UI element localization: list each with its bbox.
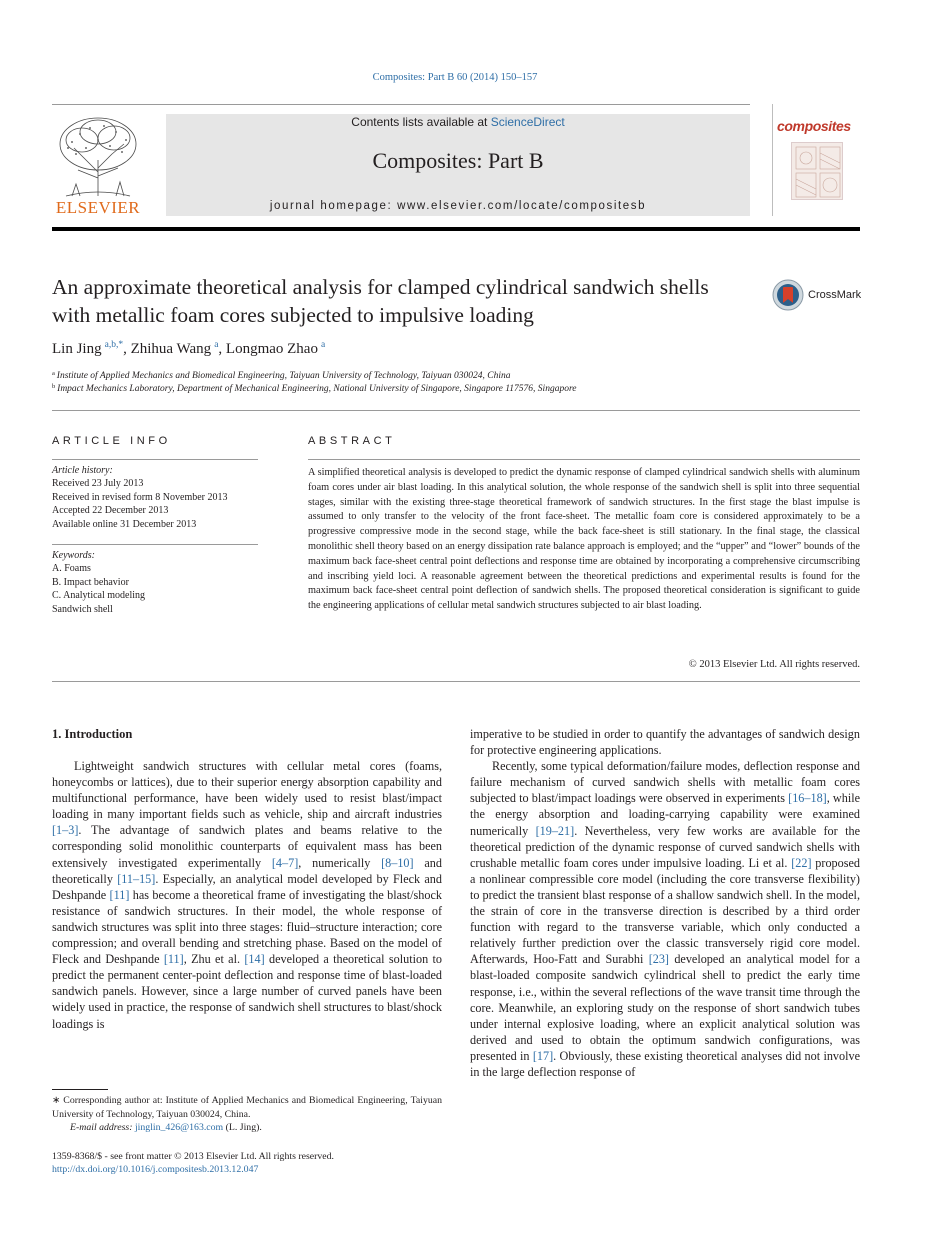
journal-homepage-link[interactable]: journal homepage: www.elsevier.com/locate/compositesb bbox=[269, 200, 647, 212]
email-line bbox=[52, 1121, 442, 1135]
paragraph-text: . Obviously, these existing theoretical analyses did not involve in the large deflection response of bbox=[470, 1048, 860, 1079]
paragraph-text: has become a theoretical frame of investigating the blast/shock resistance of sandwich structures. In their model, the whole response of sandwich structures was split into three stages: fluid–structure interaction; core compression; and overall bending and stretching phase. Based on the model of Fleck and Deshpande bbox=[52, 887, 442, 967]
abstract-heading: ABSTRACT bbox=[308, 435, 396, 447]
author-name[interactable]: Zhihua Wang bbox=[130, 341, 212, 357]
citation-link[interactable]: [1–3] bbox=[52, 823, 79, 838]
keyword-item: Sandwich shell bbox=[52, 603, 113, 615]
left-body-column bbox=[52, 758, 442, 1032]
journal-name: Composites: Part B bbox=[372, 148, 544, 173]
author-affiliation-mark[interactable]: a,b,* bbox=[104, 340, 124, 350]
keywords-rule bbox=[52, 544, 258, 545]
citation-link[interactable]: [17] bbox=[532, 1048, 554, 1063]
author-affiliation-mark[interactable]: a bbox=[214, 340, 219, 350]
citation-link[interactable]: [14] bbox=[244, 952, 265, 967]
doi-link[interactable]: http://dx.doi.org/10.1016/j.compositesb.2013.12.047 bbox=[52, 1164, 259, 1176]
abstract-rule bbox=[308, 459, 860, 460]
email-suffix: (L. Jing). bbox=[223, 1122, 262, 1134]
article-info-rule bbox=[52, 459, 258, 460]
cover-artwork bbox=[791, 142, 843, 200]
history-item: Received 23 July 2013 bbox=[52, 478, 144, 490]
paragraph-text: Lightweight sandwich structures with cellular metal cores (foams, honeycombs or lattices), due to their superior energy absorption capability and multifunctional performance, have been widely used to resist blast/impact loading in many important fields such as vehicle, ship and aircraft industries bbox=[52, 759, 442, 822]
paragraph-text: . The advantage of sandwich plates and beams relative to the corresponding solid monolithic counterparts of equivalent mass has been extensively investigated experimentally bbox=[52, 823, 442, 870]
citation-link[interactable]: [4–7] bbox=[271, 855, 299, 870]
article-history-label: Article history: bbox=[52, 465, 113, 476]
citation-link[interactable]: [8–10] bbox=[381, 855, 414, 870]
author-name[interactable]: Longmao Zhao bbox=[225, 341, 318, 357]
affiliation bbox=[52, 383, 577, 394]
paragraph-text: , Zhu et al. bbox=[183, 952, 245, 967]
affiliation-mark: a bbox=[52, 370, 55, 377]
journal-cover-thumbnail[interactable] bbox=[772, 104, 860, 216]
keywords-block bbox=[52, 549, 262, 616]
email-link[interactable]: jinglin_426@163.com bbox=[134, 1122, 224, 1134]
affiliation bbox=[52, 370, 510, 381]
header-thick-rule bbox=[52, 227, 860, 231]
citation-link[interactable]: [11] bbox=[163, 952, 184, 967]
article-info-heading: ARTICLE INFO bbox=[52, 435, 171, 447]
introduction-heading: 1. Introduction bbox=[52, 727, 133, 741]
citation-link[interactable]: [19–21] bbox=[535, 823, 575, 838]
author-list: Lin Jing $^{a,b,*}$, Zhihua Wang $^a$, Longmao Zhao $^a$ bbox=[52, 340, 326, 357]
sciencedirect-link[interactable]: ScienceDirect bbox=[490, 115, 565, 129]
elsevier-wordmark: ELSEVIER bbox=[55, 198, 141, 217]
keyword-item: C. Analytical modeling bbox=[52, 590, 146, 602]
corresponding-author-text: ∗ Corresponding author at: Institute of Applied Mechanics and Biomedical Engineering, Taiyuan University of Technology, Taiyuan 030024, China. bbox=[52, 1095, 442, 1120]
right-body-column bbox=[470, 726, 860, 1080]
corresponding-author-footnote bbox=[52, 1094, 442, 1135]
header-top-rule bbox=[52, 104, 750, 105]
author-affiliation-mark[interactable]: a bbox=[320, 340, 326, 350]
affiliation-bottom-rule bbox=[52, 410, 860, 411]
citation-link[interactable]: [16–18] bbox=[788, 791, 827, 806]
abstract-copyright: © 2013 Elsevier Ltd. All rights reserved. bbox=[688, 659, 860, 670]
paper-title: An approximate theoretical analysis for clamped cylindrical sandwich shells with metallic foam cores subjected to impulsive loading bbox=[52, 275, 709, 327]
footnote-rule bbox=[52, 1089, 108, 1090]
paragraph-text: developed an analytical model for a blast-loaded composite sandwich cylindrical shell to predict the early time response, i.e., within the several reflections of the wave transit time through the core. Meanwhile, an exploring study on the response of short sandwich tubes under internal explosive loading, where an explicit analytical solution was derived and used to obtain the optimum sandwich configurations, was presented in bbox=[470, 952, 860, 1063]
paragraph-text: . Nevertheless, very few works are available for the theoretical prediction of the dynamic response of curved sandwich shells with crushable metallic foam cores under impulsive loading. Li et al. bbox=[470, 823, 860, 870]
history-item: Received in revised form 8 November 2013 bbox=[52, 491, 228, 503]
introduction-paragraph-continued: imperative to be studied in order to quantify the advantages of sandwich design for protective engineering applications. bbox=[470, 727, 860, 758]
issn-block bbox=[52, 1150, 334, 1177]
contents-prefix: Contents lists available at bbox=[351, 115, 491, 129]
keyword-item: A. Foams bbox=[52, 563, 91, 575]
keywords-label: Keywords: bbox=[52, 550, 95, 561]
cover-title: composites bbox=[777, 118, 851, 134]
crossmark-label[interactable]: CrossMark bbox=[808, 289, 862, 301]
author-name[interactable]: Lin Jing bbox=[52, 341, 102, 357]
issn-line: 1359-8368/$ - see front matter © 2013 Elsevier Ltd. All rights reserved. bbox=[52, 1151, 334, 1162]
affiliation-text: Institute of Applied Mechanics and Biomedical Engineering, Taiyuan University of Technology, Taiyuan 030024, China bbox=[56, 371, 511, 381]
abstract-text: A simplified theoretical analysis is developed to predict the dynamic response of clamped cylindrical sandwich shells with aluminum foam cores under air blast loading. In this analytical solution, the whole response of the sandwich shell is split into three sequential stages, similar with the existing three-stage theoretical framework of sandwich structures. In the first stage the blast impulse is assumed to only transfer to the velocity of the front face-sheet. The metallic foam core is considered approximately to be a progressive compressive mode in the second stage, while the back face-sheet is still stationary. In the final stage, the classical monolithic shell theory based on an energy dissipation rate balance approach is employed; and the “upper” and “lower” bounds of the maximum back face-sheet central point deflections and response time are obtained by incorporating a comprehensive circumscribing and inscribing yield loci. A reasonable agreement between the theoretical predictions and experimental results is found for the maximum back face-sheet central point deflection of sandwich shells. The proposed theoretical consideration is significant to guide the engineering applications of cellular metal sandwich structures subjected to air blast loading. bbox=[308, 467, 860, 612]
affiliation-mark: b bbox=[52, 383, 56, 390]
introduction-paragraph bbox=[470, 758, 860, 1080]
affiliation-text: Impact Mechanics Laboratory, Department of Mechanical Engineering, National University of Singapore, Singapore 117576, Singapore bbox=[57, 384, 577, 394]
paragraph-text: . Especially, an analytical model developed by Fleck and Deshpande bbox=[52, 871, 442, 902]
keyword-item: B. Impact behavior bbox=[52, 576, 129, 588]
citation-link[interactable]: [11] bbox=[109, 887, 130, 902]
citation-link[interactable]: [11–15] bbox=[117, 871, 156, 886]
contents-available-line bbox=[166, 114, 750, 129]
article-history bbox=[52, 464, 262, 531]
journal-reference-link[interactable]: Composites: Part B 60 (2014) 150–157 bbox=[372, 72, 538, 83]
introduction-paragraph bbox=[52, 758, 442, 1032]
email-label: E-mail address: bbox=[70, 1122, 133, 1134]
cover-pattern-icon bbox=[792, 143, 844, 201]
paragraph-text: proposed a nonlinear compressible core model (including the core transverse flexibility) to predict the transient blast response of a shallow sandwich shell. In the model, the strain of core in the transverse direction is described by a third order function with regard to the transverse variable, which only conducted a relatively further prediction over the classic transversely rigid core model. Afterwards, Hoo-Fatt and Surabhi bbox=[470, 855, 860, 967]
citation-link[interactable]: [23] bbox=[648, 952, 669, 967]
journal-header-box bbox=[166, 114, 750, 216]
paragraph-text: , while the energy absorption and loading-carrying capability were examined numerically bbox=[470, 791, 861, 838]
paragraph-text: developed a theoretical solution to predict the permanent center-point deflection and response time of blast-loaded sandwich panels. However, since a large number of curved panels have been widely used in practice, the response of sandwich shell structures to blast/shock loadings is bbox=[52, 952, 442, 1031]
citation-link[interactable]: [22] bbox=[791, 855, 812, 870]
paragraph-text: , numerically bbox=[298, 855, 382, 870]
history-item: Available online 31 December 2013 bbox=[52, 518, 197, 530]
history-item: Accepted 22 December 2013 bbox=[52, 505, 169, 517]
abstract-bottom-rule bbox=[52, 681, 860, 682]
paragraph-text: and theoretically bbox=[52, 855, 442, 886]
paragraph-text: Recently, some typical deformation/failure modes, deflection response and failure mechanism of curved sandwich shells with metallic foam cores subjected to blast/impact loadings were observed in experiments bbox=[470, 759, 860, 806]
